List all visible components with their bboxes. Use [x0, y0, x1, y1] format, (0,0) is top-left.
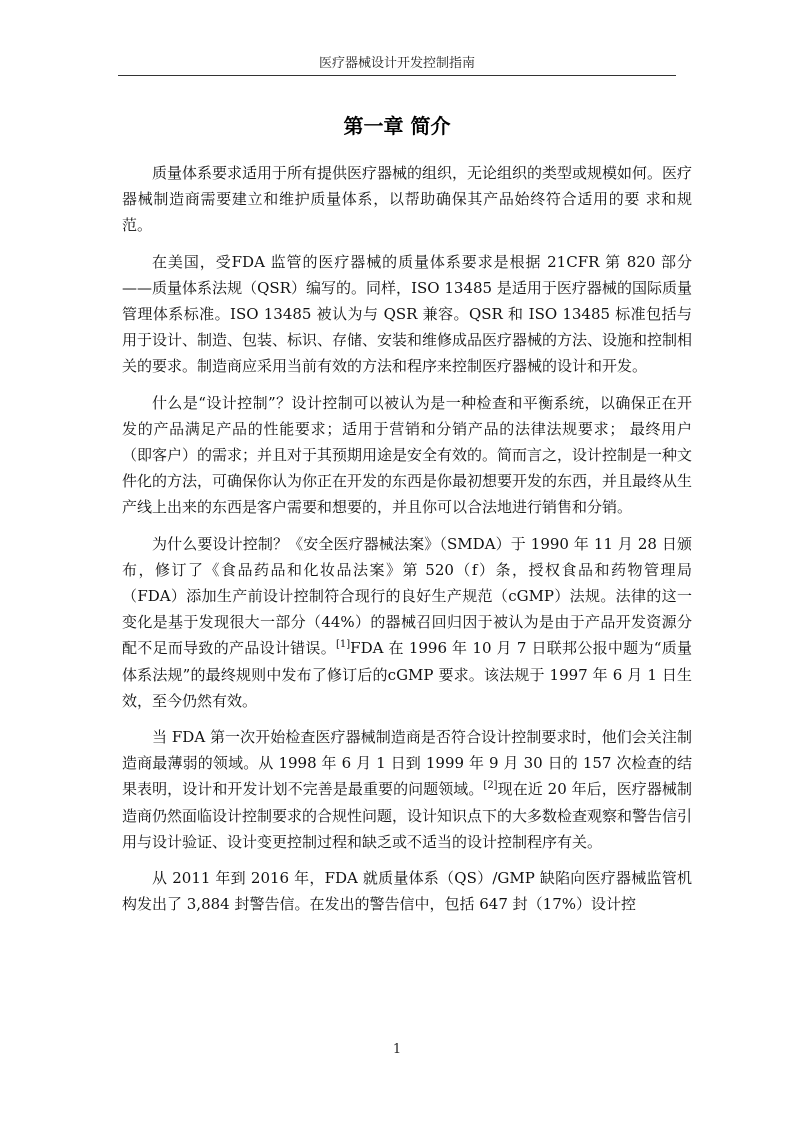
paragraph-text: 现在近 20 年后，医疗器械制造商仍然面临设计控制要求的合规性问题，设计知识点下的大多数检查观察和警告信引用与设计验证、设计变更控制过程和缺乏或不适当的设计控制程序有关。 [122, 780, 693, 851]
citation-marker: [2] [483, 780, 498, 792]
body-text [122, 160, 692, 927]
header-rule [118, 75, 676, 76]
chapter-title: 第一章 简介 [343, 114, 451, 138]
paragraph-text: FDA 在 1996 年 10 月 7 日联邦公报中题为“质量体系法规”的最终规则中发布了修订后的cGMP 要求。该法规于 1997 年 6 月 1 日生效，至今仍然有效。 [122, 639, 692, 710]
paragraph: 从 2011 年到 2016 年，FDA 就质量体系（QS）/GMP 缺陷向医疗器械监管机构发出了 3,884 封警告信。在发出的警告信中，包括 647 封（17%）设计控 [122, 869, 692, 914]
paragraph-text: 当 FDA 第一次开始检查医疗器械制造商是否符合设计控制要求时，他们会关注制造商最薄弱的领域。从 1998 年 6 月 1 日到 1999 年 9 月 30 日的 157 次检查的结果表明，设计和开发计划不完善是最重要的问题领域。 [122, 728, 692, 799]
paragraph: 质量体系要求适用于所有提供医疗器械的组织，无论组织的类型或规模如何。医疗器械制造商需要建立和维护质量体系，以帮助确保其产品始终符合适用的要 求和规范。 [122, 164, 693, 235]
paragraph [122, 531, 692, 714]
paragraph: 在美国，受FDA 监管的医疗器械的质量体系要求是根据 21CFR 第 820 部分——质量体系法规（QSR）编写的。同样，ISO 13485 是适用于医疗器械的国际质量管理体系标准。ISO 13485 被认为与 QSR 兼容。QSR 和 ISO 13485 标准包括与用于设计、制造、包装、标识、存储、安装和维修成品医疗器械的方法、设施和控制相关的要求。制造商应采用当前有效的方法和程序来控制医疗器械的设计和开发。 [122, 252, 693, 376]
paragraph: 什么是“设计控制”？设计控制可以被认为是一种检查和平衡系统，以确保正在开发的产品满足产品的性能要求；适用于营销和分销产品的法律法规要求； 最终用户（即客户）的需求；并且对于其预期用途是安全有效的。简而言之，设计控制是一种文件化的方法，可确保你认为你正在开发的东西是你最初想要开发的东西，并且最终从生产线上出来的东西是客户需要和想要的，并且你可以合法地进行销售和分销。 [122, 393, 693, 517]
paragraph-text: 为什么要设计控制？《安全医疗器械法案》（SMDA）于 1990 年 11 月 28 日颁布，修订了《食品药品和化妆品法案》第 520（f）条，授权食品和药物管理局 （FDA）添加生产前设计控制符合现行的良好生产规范（cGMP）法规。法律的这一变化是基于发现很大一部分（44%）的器械召回归因于被认为是由于产品开发资源分配不足而导致的产品设计错误。 [122, 534, 692, 658]
citation-marker: [1] [336, 639, 351, 651]
page-number: 1 [392, 1042, 402, 1057]
paragraph [122, 724, 692, 855]
running-header: 医疗器械设计开发控制指南 [318, 56, 475, 71]
